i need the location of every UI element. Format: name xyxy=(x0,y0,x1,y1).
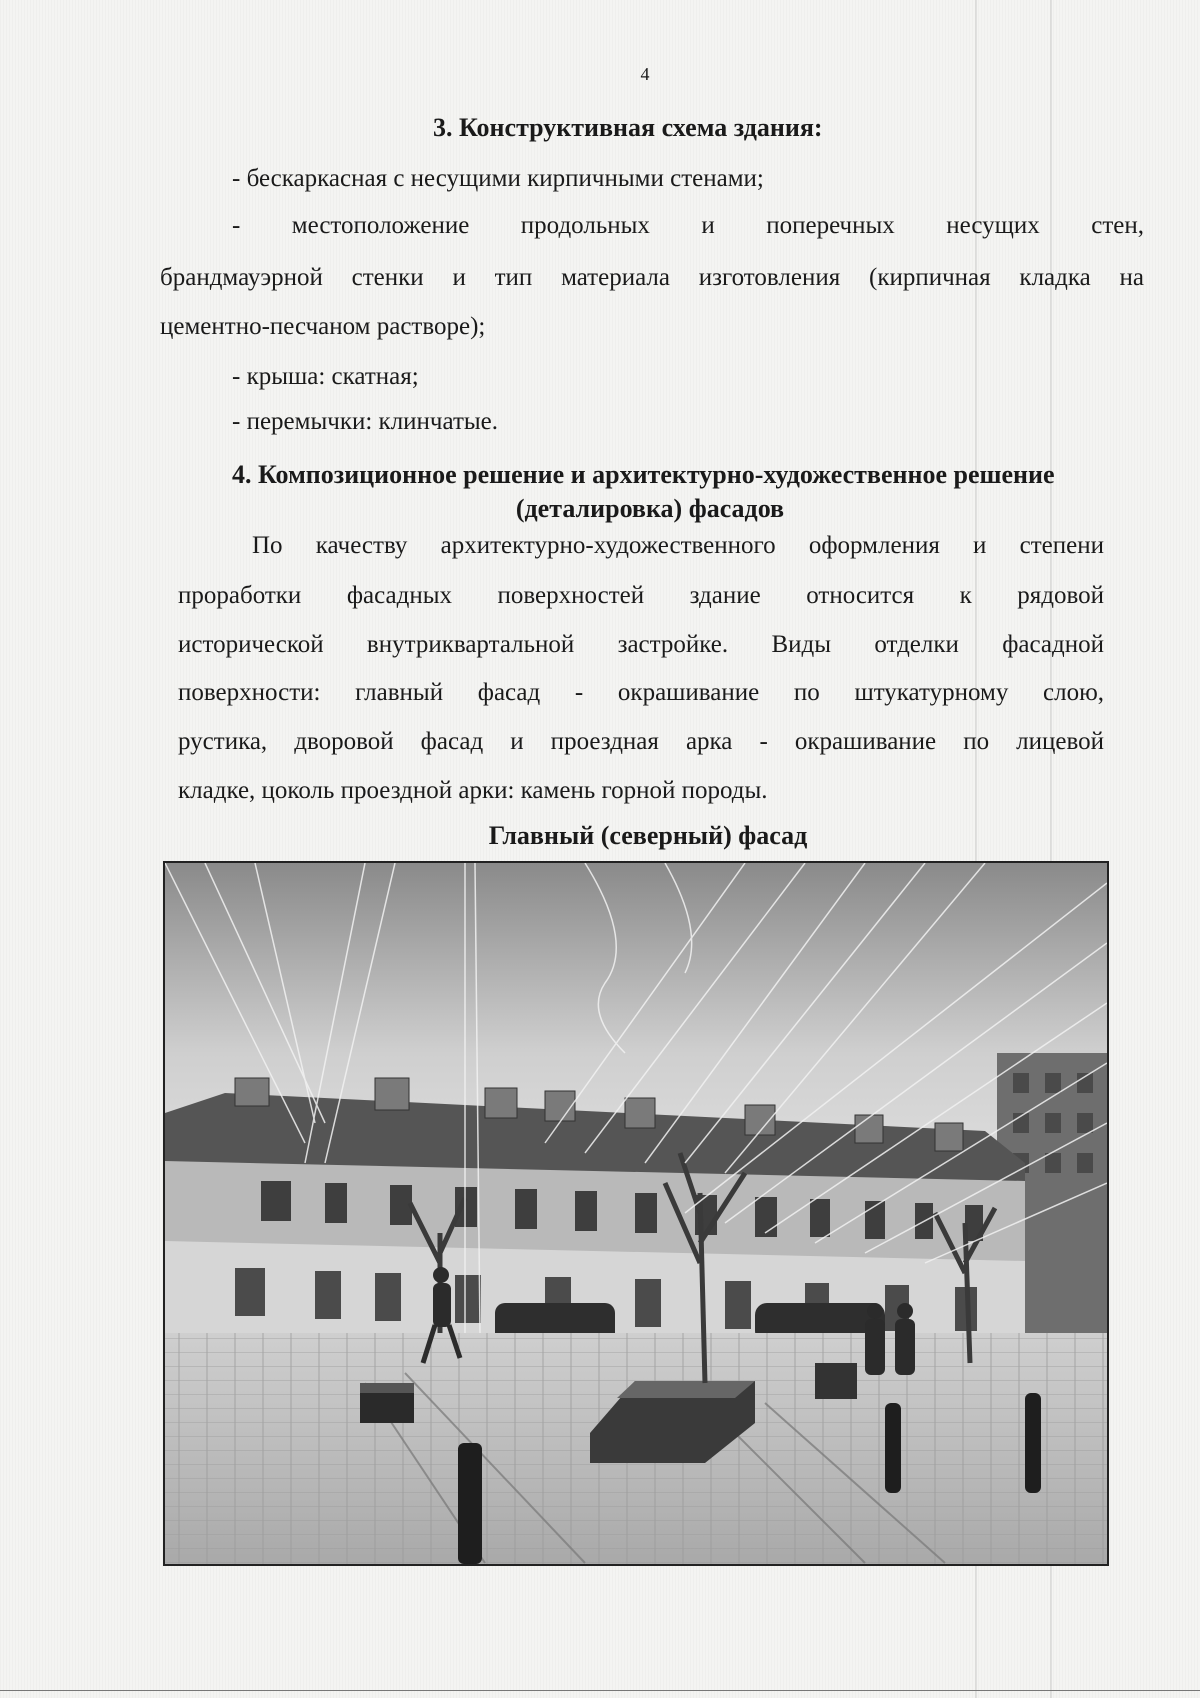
section-3-item-3: - крыша: скатная; xyxy=(232,363,419,390)
figure-caption: Главный (северный) фасад xyxy=(488,821,808,850)
section-3-item-2-line-3: цементно-песчаном растворе); xyxy=(160,313,486,340)
paragraph-line-2: проработки фасадных поверхностей здание относится к рядовой xyxy=(178,582,1104,609)
paragraph-line-6: кладке, цоколь проездной арки: камень горной породы. xyxy=(178,777,768,804)
section-4-heading-line-1: 4. Композиционное решение и архитектурно-художественное решение xyxy=(232,460,1055,489)
section-3-item-2-line-1: - местоположение продольных и поперечных несущих стен, xyxy=(232,212,1144,239)
section-3-item-4: - перемычки: клинчатые. xyxy=(232,408,499,435)
paragraph-line-4: поверхности: главный фасад - окрашивание по штукатурному слою, xyxy=(178,679,1104,706)
section-3-item-1: - бескаркасная с несущими кирпичными стенами; xyxy=(232,165,764,192)
facade-photo xyxy=(163,861,1109,1566)
section-3-heading: 3. Конструктивная схема здания: xyxy=(433,113,823,142)
paragraph-line-1: По качеству архитектурно-художественного оформления и степени xyxy=(252,532,1104,559)
facade-photo-illustration xyxy=(165,863,1107,1564)
paragraph-line-3: исторической внутриквартальной застройке. Виды отделки фасадной xyxy=(178,631,1104,658)
section-4-heading-line-2: (деталировка) фасадов xyxy=(515,494,785,523)
bottom-rule xyxy=(0,1690,1200,1691)
page-number: 4 xyxy=(640,64,650,84)
paragraph-line-5: рустика, дворовой фасад и проездная арка - окрашивание по лицевой xyxy=(178,728,1104,755)
section-3-item-2-line-2: брандмауэрной стенки и тип материала изготовления (кирпичная кладка на xyxy=(160,264,1144,291)
